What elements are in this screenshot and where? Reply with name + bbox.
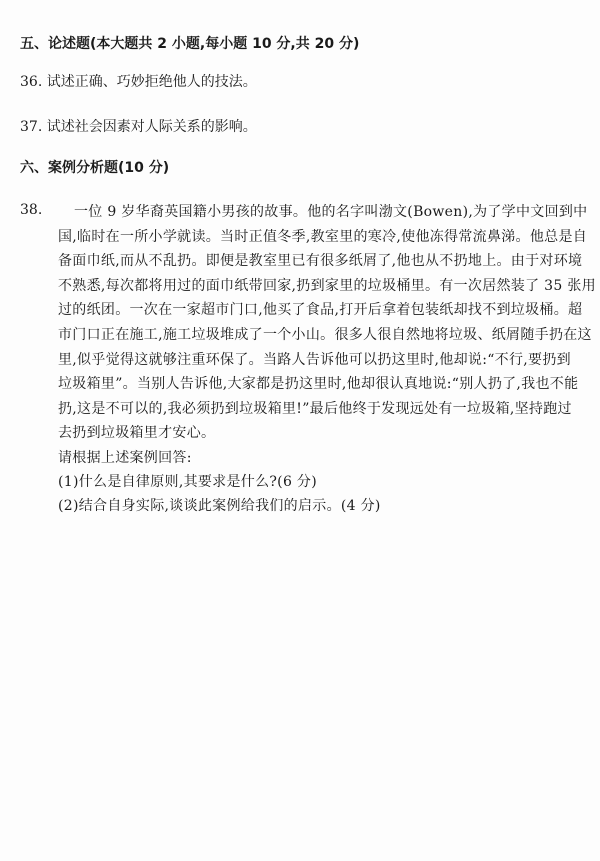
case-text	[58, 200, 596, 518]
case-line: 备面巾纸,而从不乱扔。即便是教室里已有很多纸屑了,他也从不扔地上。由于对环境	[58, 253, 583, 270]
case-line: 市门口正在施工,施工垃圾堆成了一个小山。很多人很自然地将垃圾、纸屑随手扔在这	[58, 326, 592, 343]
case-line: 扔,这是不可以的,我必须扔到垃圾箱里!”最后他终于发现远处有一垃圾箱,坚持跑过	[58, 400, 572, 417]
section-6-heading: 六、案例分析题(10 分)	[20, 160, 170, 176]
question-38-number: 38.	[20, 202, 43, 218]
case-line: 一位 9 岁华裔英国籍小男孩的故事。他的名字叫渤文(Bowen),为了学中文回到中	[74, 204, 588, 220]
case-line: 不熟悉,每次都将用过的面巾纸带回家,扔到家里的垃圾桶里。有一次居然装了 35 张用	[58, 277, 596, 294]
sub-question-2: (2)结合自身实际,谈谈此案例给我们的启示。(4 分)	[58, 497, 381, 514]
case-line: 里,似乎觉得这就够注重环保了。当路人告诉他可以扔这里时,他却说:“不行,要扔到	[58, 351, 571, 368]
section-5-heading: 五、论述题(本大题共 2 小题,每小题 10 分,共 20 分)	[20, 36, 360, 52]
case-line: 去扔到垃圾箱里才安心。	[58, 425, 216, 442]
question-37: 37. 试述社会因素对人际关系的影响。	[20, 119, 257, 135]
case-prompt: 请根据上述案例回答:	[58, 449, 192, 466]
sub-question-1: (1)什么是自律原则,其要求是什么?(6 分)	[58, 473, 317, 490]
case-line: 过的纸团。一次在一家超市门口,他买了食品,打开后拿着包装纸却找不到垃圾桶。超	[58, 302, 583, 319]
case-line: 垃圾箱里”。当别人告诉他,大家都是扔这里时,他却很认真地说:“别人扔了,我也不能	[58, 376, 579, 393]
case-line: 国,临时在一所小学就读。当时正值冬季,教室里的寒冷,使他冻得常流鼻涕。他总是自	[58, 228, 588, 245]
question-36: 36. 试述正确、巧妙拒绝他人的技法。	[20, 74, 257, 90]
